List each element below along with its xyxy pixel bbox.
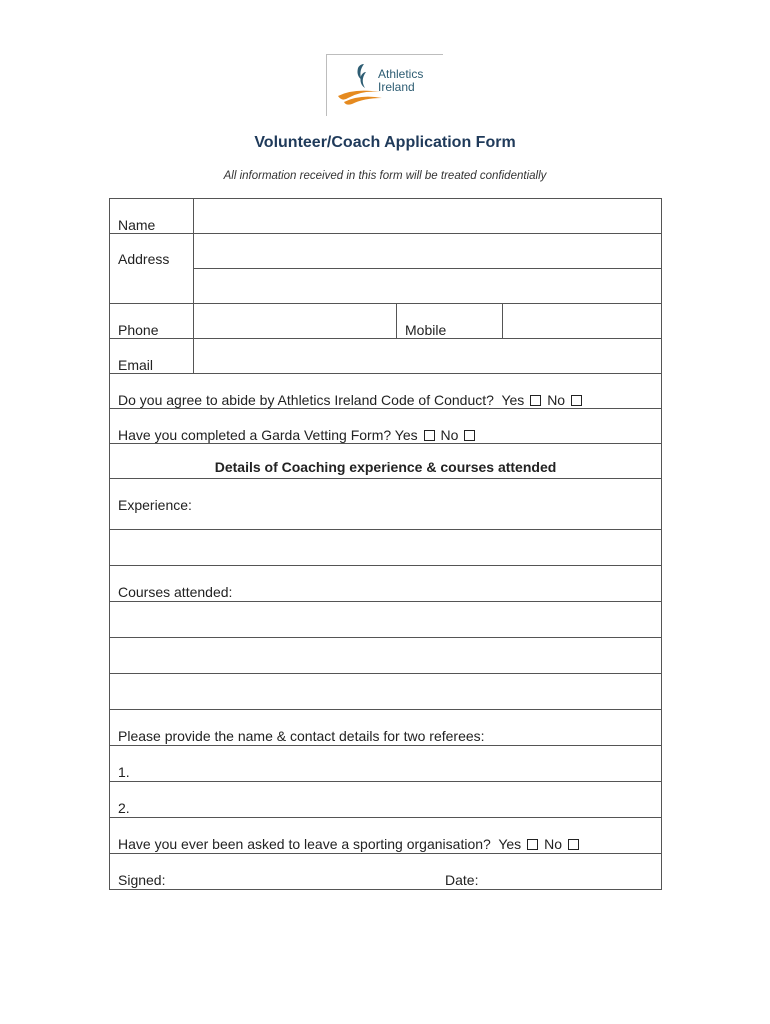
referee-1-field[interactable]: 1.: [110, 746, 662, 782]
experience-blank-line[interactable]: [110, 530, 662, 566]
coaching-section-header: Details of Coaching experience & courses attended: [110, 444, 662, 479]
logo-line-2: Ireland: [378, 80, 415, 94]
code-of-conduct-row: [110, 374, 662, 409]
garda-vetting-question: Have you completed a Garda Vetting Form?: [118, 427, 392, 443]
application-form-table: [109, 198, 662, 890]
left-org-question: Have you ever been asked to leave a sporting organisation?: [118, 836, 491, 852]
left-org-no-checkbox[interactable]: [568, 839, 579, 850]
code-yes-checkbox[interactable]: [530, 395, 541, 406]
courses-blank-line-1[interactable]: [110, 602, 662, 638]
no-label: No: [544, 836, 562, 852]
referee-2-field[interactable]: 2.: [110, 782, 662, 818]
email-input[interactable]: [194, 339, 662, 374]
left-org-yes-checkbox[interactable]: [527, 839, 538, 850]
code-no-checkbox[interactable]: [571, 395, 582, 406]
address-input-line-2[interactable]: [194, 269, 662, 304]
mobile-label: Mobile: [397, 304, 503, 339]
yes-label: Yes: [498, 836, 522, 852]
email-label: Email: [110, 339, 194, 374]
signature-row[interactable]: [110, 854, 662, 890]
name-input[interactable]: [194, 199, 662, 234]
garda-yes-checkbox[interactable]: [424, 430, 435, 441]
phone-label: Phone: [110, 304, 194, 339]
address-label: Address: [110, 234, 194, 304]
courses-field[interactable]: Courses attended:: [110, 566, 662, 602]
page-title: Volunteer/Coach Application Form: [254, 134, 516, 151]
logo: [326, 54, 443, 116]
mobile-input[interactable]: [503, 304, 662, 339]
yes-label: Yes: [394, 427, 418, 443]
no-label: No: [547, 392, 566, 408]
courses-blank-line-3[interactable]: [110, 674, 662, 710]
courses-blank-line-2[interactable]: [110, 638, 662, 674]
code-of-conduct-question: Do you agree to abide by Athletics Ireland Code of Conduct?: [118, 392, 494, 408]
athletics-ireland-logo-icon: [334, 58, 382, 108]
garda-vetting-row: [110, 409, 662, 444]
no-label: No: [440, 427, 459, 443]
left-org-row: [110, 818, 662, 854]
garda-no-checkbox[interactable]: [464, 430, 475, 441]
page-subtitle: All information received in this form will be treated confidentially: [223, 170, 547, 182]
address-input-line-1[interactable]: [194, 234, 662, 269]
signed-label: Signed:: [118, 872, 166, 888]
name-label: Name: [110, 199, 194, 234]
phone-input[interactable]: [194, 304, 397, 339]
experience-field[interactable]: Experience:: [110, 479, 662, 530]
referees-label: Please provide the name & contact details for two referees:: [110, 710, 662, 746]
yes-label: Yes: [501, 392, 525, 408]
date-label: Date:: [445, 872, 479, 888]
logo-line-1: Athletics: [378, 67, 424, 81]
